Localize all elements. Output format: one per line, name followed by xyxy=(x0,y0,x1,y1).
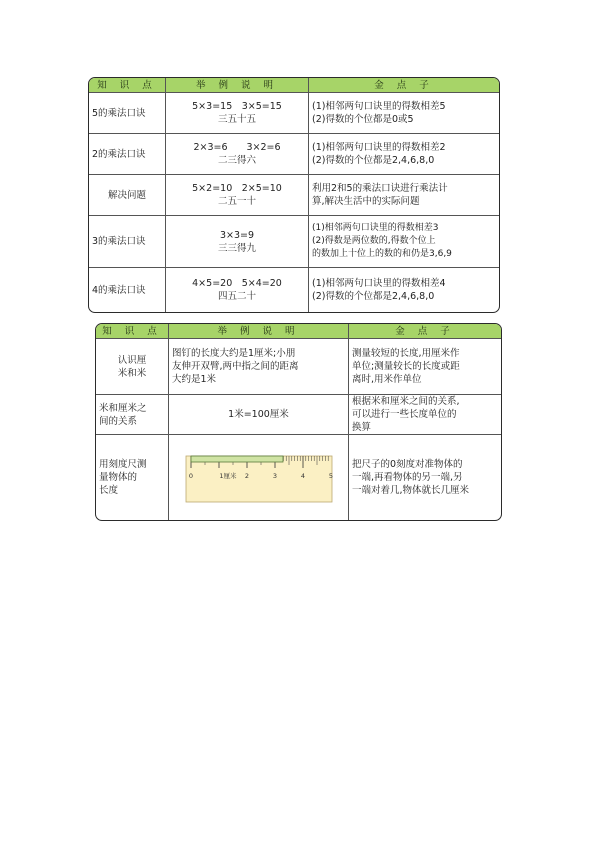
row-tips xyxy=(309,93,499,134)
topic-line: 用刻度尺测 xyxy=(99,459,147,470)
row-tips xyxy=(309,268,499,312)
tip-line: 单位;测量较长的长度或距 xyxy=(352,361,460,372)
ruler-tick-label: 5 xyxy=(328,471,333,480)
row-topic xyxy=(96,339,169,395)
tip-line: (1)相邻两句口诀里的得数相差4 xyxy=(312,278,446,289)
example-line: 三五十五 xyxy=(217,114,256,125)
tip-line: (1)相邻两句口诀里的得数相差3 xyxy=(312,223,439,233)
row-example xyxy=(169,395,349,435)
topic-line: 间的关系 xyxy=(99,415,138,427)
ruler-tick-label: 0 xyxy=(188,471,193,480)
row-topic: 2的乘法口诀 xyxy=(89,134,166,175)
example-line: 四五二十 xyxy=(217,291,256,302)
ruler-body xyxy=(186,456,332,502)
measured-object xyxy=(191,456,283,462)
row-example xyxy=(166,134,309,175)
tip-line: (2)得数的个位都是2,4,6,8,0 xyxy=(312,155,435,166)
row-topic: 解决问题 xyxy=(89,175,166,216)
header-topic: 知 识 点 xyxy=(96,324,169,339)
row-example xyxy=(166,175,309,216)
tip-line: 把尺子的0刻度对准物体的 xyxy=(352,459,463,470)
row-tips xyxy=(309,216,499,268)
row-topic: 5的乘法口诀 xyxy=(89,93,166,134)
topic-line: 认识厘 xyxy=(117,354,147,366)
length-units-table xyxy=(95,323,502,521)
example-line: 3×3=9 xyxy=(219,229,255,241)
tip-line: 一端对着几,物体就长几厘米 xyxy=(352,485,470,496)
header-topic: 知 识 点 xyxy=(89,78,166,93)
row-tips xyxy=(309,175,499,216)
example-line: 4×5=20 5×4=20 xyxy=(192,278,282,289)
row-tips xyxy=(309,134,499,175)
header-example: 举 例 说 明 xyxy=(166,78,309,93)
topic-line: 量物体的 xyxy=(99,472,138,483)
row-tips xyxy=(349,395,501,435)
header-example: 举 例 说 明 xyxy=(169,324,349,339)
tip-line: (2)得数的个位都是0或5 xyxy=(312,114,414,125)
ruler-illustration xyxy=(184,450,334,506)
example-line: 5×3=15 3×5=15 xyxy=(192,101,282,112)
topic-line: 米和米 xyxy=(117,367,147,379)
tip-line: 根据米和厘米之间的关系, xyxy=(352,396,460,407)
tip-line: 算,解决生活中的实际问题 xyxy=(312,196,420,207)
tip-line: (2)得数是两位数的,得数个位上 xyxy=(312,236,436,246)
tip-line: 离时,用米作单位 xyxy=(352,374,422,385)
tip-line: 换算 xyxy=(352,422,372,433)
example-line: 5×2=10 2×5=10 xyxy=(192,183,282,194)
tip-line: 的数加上十位上的数的和仍是3,6,9 xyxy=(312,249,452,259)
ruler-example xyxy=(169,435,349,520)
header-tips: 金 点 子 xyxy=(349,324,501,339)
tip-line: 利用2和5的乘法口诀进行乘法计 xyxy=(312,183,448,194)
example-line: 大约是1米 xyxy=(172,374,217,385)
tip-line: 一端,再看物体的另一端,另 xyxy=(352,472,463,483)
tip-line: 可以进行一些长度单位的 xyxy=(352,409,457,420)
row-topic: 3的乘法口诀 xyxy=(89,216,166,268)
topic-line: 长度 xyxy=(99,485,119,496)
tip-line: (1)相邻两句口诀里的得数相差5 xyxy=(312,101,446,112)
row-example xyxy=(169,339,349,395)
ruler-tick-label: 4 xyxy=(300,471,305,480)
example-line: 二五一十 xyxy=(217,196,256,207)
row-topic xyxy=(96,435,169,520)
row-topic xyxy=(96,395,169,435)
row-example xyxy=(166,216,309,268)
ruler-tick-label: 2 xyxy=(244,471,249,480)
ruler-tick-label: 3 xyxy=(272,471,277,480)
tip-line: (1)相邻两句口诀里的得数相差2 xyxy=(312,142,446,153)
tip-line: 测量较短的长度,用厘米作 xyxy=(352,348,460,359)
example-line: 1米=100厘米 xyxy=(228,409,289,420)
example-line: 三三得九 xyxy=(217,242,256,254)
ruler-tick-label: 1厘米 xyxy=(218,471,237,480)
example-line: 友伸开双臂,两中指之间的距离 xyxy=(172,361,299,372)
row-example xyxy=(166,268,309,312)
row-topic: 4的乘法口诀 xyxy=(89,268,166,312)
row-example xyxy=(166,93,309,134)
row-tips xyxy=(349,339,501,395)
multiplication-table xyxy=(88,77,500,313)
example-line: 2×3=6 3×2=6 xyxy=(193,142,281,153)
topic-line: 米和厘米之 xyxy=(99,402,147,414)
header-tips: 金 点 子 xyxy=(309,78,499,93)
row-tips xyxy=(349,435,501,520)
tip-line: (2)得数的个位都是2,4,6,8,0 xyxy=(312,291,435,302)
example-line: 图钉的长度大约是1厘米;小朋 xyxy=(172,348,296,359)
example-line: 二三得六 xyxy=(217,155,256,166)
